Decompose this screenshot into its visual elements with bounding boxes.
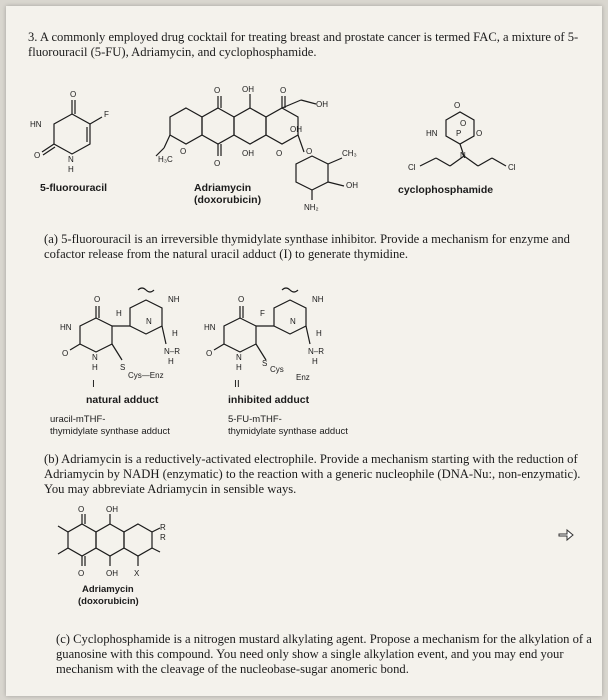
atom-hn: HN (204, 323, 216, 332)
adduct-ii-name: inhibited adduct (228, 394, 310, 406)
atom-hn: HN (426, 129, 438, 138)
atom-h3c: H₃C (158, 155, 173, 164)
atom-x: X (134, 569, 140, 578)
fu-label: 5-fluorouracil (40, 182, 108, 194)
atom-h: H (316, 329, 322, 338)
atom-oh: OH (106, 505, 118, 514)
atom-n: N (290, 317, 296, 326)
atom-cys-enz: Cys—Enz (128, 371, 164, 380)
mouse-cursor-icon (558, 528, 574, 542)
atom-h: H (312, 357, 318, 366)
atom-oh: OH (346, 181, 358, 190)
adduct-i-desc-1: uracil-mTHF- (50, 414, 106, 425)
atom-o: O (214, 86, 221, 95)
structure-adduct-i (56, 278, 216, 378)
atom-o: O (206, 349, 213, 358)
atom-o: O (78, 505, 85, 514)
atom-o: O (70, 90, 77, 99)
atom-cys: Cys (270, 365, 284, 374)
atom-o: O (78, 569, 85, 578)
atom-cl: Cl (408, 163, 416, 172)
atom-n: N (92, 353, 98, 362)
part-a-text: (a) 5-fluorouracil is an irreversible thymidylate synthase inhibitor. Provide a mechanism for enzyme and cofactor release from the natural uracil adduct (I) to generate thymidine. (44, 232, 570, 261)
atom-enz: Enz (296, 373, 310, 382)
atom-o: O (280, 86, 287, 95)
atom-nr: N–R (308, 347, 325, 356)
atom-o: O (276, 149, 283, 158)
atom-s: S (120, 363, 126, 372)
worksheet-page (6, 6, 602, 696)
adduct-ii-desc-1: 5-FU-mTHF- (228, 414, 282, 425)
atom-o: O (34, 151, 41, 160)
atom-f: F (260, 309, 265, 318)
atom-n: N (236, 353, 242, 362)
atom-nh2: NH₂ (304, 203, 319, 212)
structure-cyclophosphamide (390, 86, 530, 186)
atom-r: R (160, 533, 166, 542)
adduct-i-name: natural adduct (86, 394, 159, 406)
atom-oh: OH (106, 569, 118, 578)
atom-oh: OH (242, 85, 254, 94)
atom-nh: NH (312, 295, 324, 304)
atom-h: H (116, 309, 122, 318)
adduct-i-desc-2: thymidylate synthase adduct (50, 426, 170, 437)
small-adriamycin-alt-label: (doxorubicin) (78, 596, 139, 607)
atom-nr: N–R (164, 347, 181, 356)
atom-n: N (460, 151, 466, 160)
structure-adriamycin (156, 86, 386, 216)
atom-f: F (104, 110, 109, 119)
atom-n: N (68, 155, 74, 164)
atom-o: O (214, 159, 221, 168)
atom-h: H (92, 363, 98, 372)
atom-oh: OH (242, 149, 254, 158)
question-3-intro: 3. A commonly employed drug cocktail for treating breast and prostate cancer is termed FAC, a mixture of 5-fluorouracil (5-FU), Adriamycin, and cyclophosphamide. (28, 30, 579, 59)
atom-ch3: CH₃ (342, 149, 357, 158)
atom-o: O (460, 119, 467, 128)
atom-o: O (454, 101, 461, 110)
atom-hn: HN (60, 323, 72, 332)
structure-5-fluorouracil (20, 86, 130, 186)
atom-h: H (172, 329, 178, 338)
atom-nh: NH (168, 295, 180, 304)
atom-oh: OH (316, 100, 328, 109)
small-adriamycin-label: Adriamycin (82, 584, 134, 595)
adduct-ii-desc-2: thymidylate synthase adduct (228, 426, 348, 437)
adduct-i-roman: I (92, 378, 95, 390)
atom-o: O (238, 295, 245, 304)
atom-s: S (262, 359, 268, 368)
cyclophosphamide-label: cyclophosphamide (398, 184, 494, 196)
part-b-text: (b) Adriamycin is a reductively-activated electrophile. Provide a mechanism starting with the reduction of Adriamycin by NADH (enzymatic) to the reaction with a generic nucleophile (DNA-Nu:, non-enzymatic). You may abbreviate Adriamycin in sensible ways. (44, 452, 581, 496)
structure-adduct-ii (196, 278, 356, 382)
atom-oh: OH (290, 125, 302, 134)
structure-adriamycin-abbrev (56, 506, 196, 586)
atom-h: H (168, 357, 174, 366)
atom-r: R (160, 523, 166, 532)
atom-o: O (306, 147, 313, 156)
atom-o: O (476, 129, 483, 138)
atom-p: P (456, 129, 462, 138)
atom-o: O (62, 349, 69, 358)
part-c-text: (c) Cyclophosphamide is a nitrogen mustard alkylating agent. Propose a mechanism for the alkylation of a guanosine with this compound. You need only show a single alkylation event, and you may end your mechanism with the cleavage of the nucleobase-sugar anomeric bond. (56, 632, 592, 676)
atom-cl: Cl (508, 163, 516, 172)
adriamycin-label: Adriamycin (194, 182, 252, 194)
atom-o: O (180, 147, 187, 156)
adriamycin-alt-label: (doxorubicin) (194, 194, 262, 206)
atom-n: N (146, 317, 152, 326)
adduct-ii-roman: II (234, 378, 240, 390)
atom-hn: HN (30, 120, 42, 129)
atom-o: O (94, 295, 101, 304)
atom-h: H (68, 165, 74, 174)
atom-h: H (236, 363, 242, 372)
